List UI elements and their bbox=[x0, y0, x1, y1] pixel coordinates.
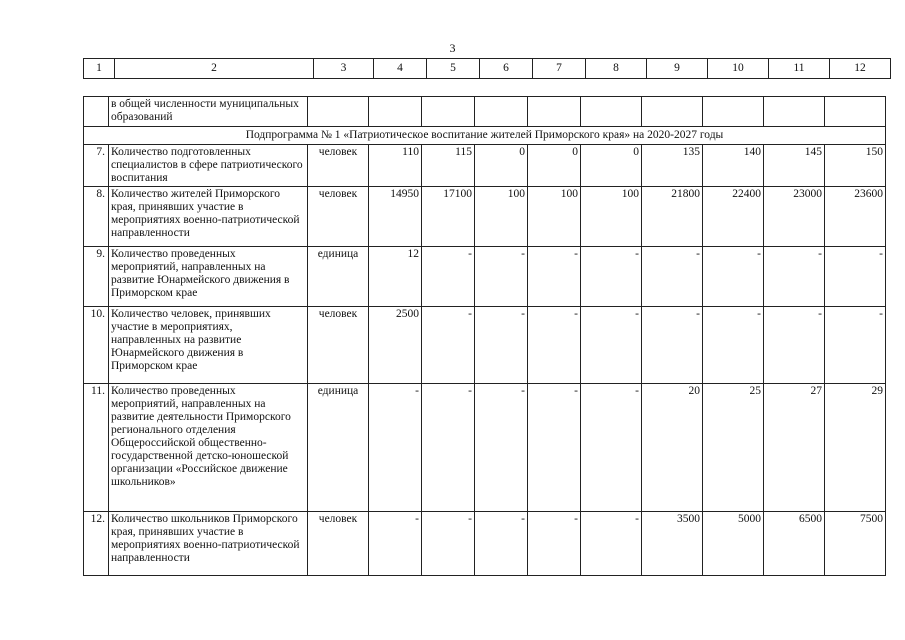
value-cell: - bbox=[475, 384, 528, 512]
value-cell: - bbox=[642, 307, 703, 384]
value-cell: 29 bbox=[825, 384, 886, 512]
value-cell: - bbox=[475, 307, 528, 384]
value-cell: - bbox=[581, 247, 642, 307]
header-col-9: 9 bbox=[647, 59, 708, 79]
value-cell: - bbox=[528, 512, 581, 576]
value-cell: - bbox=[764, 307, 825, 384]
indicator-name: Количество подготовленных специалистов в сфере патриотического воспитания bbox=[109, 145, 308, 187]
value-cell: 140 bbox=[703, 145, 764, 187]
indicator-name: Количество школьников Приморского края, принявших участие в мероприятиях военно-патриотической направленности bbox=[109, 512, 308, 576]
header-col-1: 1 bbox=[84, 59, 115, 79]
header-col-8: 8 bbox=[586, 59, 647, 79]
value-cell: - bbox=[703, 247, 764, 307]
value-cell: 6500 bbox=[764, 512, 825, 576]
row-number: 9. bbox=[84, 247, 109, 307]
value-cell: - bbox=[528, 384, 581, 512]
header-col-2: 2 bbox=[115, 59, 314, 79]
unit: человек bbox=[308, 307, 369, 384]
table-row bbox=[84, 384, 886, 512]
value-cell: - bbox=[528, 247, 581, 307]
subprogram-row bbox=[84, 127, 886, 145]
indicators-table bbox=[83, 96, 886, 576]
value-cell: 5000 bbox=[703, 512, 764, 576]
subprogram-title: Подпрограмма № 1 «Патриотическое воспитание жителей Приморского края» на 2020-2027 годы bbox=[84, 127, 886, 145]
value-cell: 3500 bbox=[642, 512, 703, 576]
value-cell: 0 bbox=[475, 145, 528, 187]
value-cell: 7500 bbox=[825, 512, 886, 576]
value-cell: - bbox=[581, 512, 642, 576]
header-col-5: 5 bbox=[427, 59, 480, 79]
table-row bbox=[84, 247, 886, 307]
value-cell: 14950 bbox=[369, 187, 422, 247]
continuation-row bbox=[84, 97, 886, 127]
value-cell: - bbox=[764, 247, 825, 307]
value-cell: - bbox=[475, 512, 528, 576]
header-col-10: 10 bbox=[708, 59, 769, 79]
row-number: 7. bbox=[84, 145, 109, 187]
value-cell: 21800 bbox=[642, 187, 703, 247]
value-cell: 23600 bbox=[825, 187, 886, 247]
value-cell: - bbox=[528, 307, 581, 384]
row-number: 8. bbox=[84, 187, 109, 247]
value-cell: - bbox=[369, 512, 422, 576]
value-cell: 27 bbox=[764, 384, 825, 512]
value-cell: 115 bbox=[422, 145, 475, 187]
table-row bbox=[84, 307, 886, 384]
value-cell: 150 bbox=[825, 145, 886, 187]
value-cell: 17100 bbox=[422, 187, 475, 247]
value-cell: 23000 bbox=[764, 187, 825, 247]
value-cell: - bbox=[422, 384, 475, 512]
value-cell: 100 bbox=[528, 187, 581, 247]
value-cell: 0 bbox=[528, 145, 581, 187]
value-cell: 135 bbox=[642, 145, 703, 187]
unit: человек bbox=[308, 187, 369, 247]
value-cell: 25 bbox=[703, 384, 764, 512]
value-cell: - bbox=[825, 247, 886, 307]
header-col-7: 7 bbox=[533, 59, 586, 79]
unit: единица bbox=[308, 384, 369, 512]
value-cell: - bbox=[642, 247, 703, 307]
page-number: 3 bbox=[449, 41, 456, 55]
value-cell: - bbox=[703, 307, 764, 384]
value-cell: - bbox=[422, 512, 475, 576]
value-cell: - bbox=[422, 247, 475, 307]
header-col-11: 11 bbox=[769, 59, 830, 79]
unit: человек bbox=[308, 145, 369, 187]
value-cell: - bbox=[581, 384, 642, 512]
header-col-4: 4 bbox=[374, 59, 427, 79]
value-cell: - bbox=[581, 307, 642, 384]
unit: единица bbox=[308, 247, 369, 307]
table-row bbox=[84, 187, 886, 247]
value-cell: 145 bbox=[764, 145, 825, 187]
indicator-name: Количество проведенных мероприятий, направленных на развитие Юнармейского движения в Приморском крае bbox=[109, 247, 308, 307]
row-number: 10. bbox=[84, 307, 109, 384]
column-number-header bbox=[83, 58, 891, 79]
value-cell: - bbox=[825, 307, 886, 384]
indicator-name: Количество проведенных мероприятий, направленных на развитие деятельности Приморского регионального отделения Общероссийской общественно-государственной детско-юношеской организации «Российское движение школьников» bbox=[109, 384, 308, 512]
continuation-text: в общей численности муниципальных образований bbox=[109, 97, 308, 127]
table-row bbox=[84, 512, 886, 576]
cell-no bbox=[84, 97, 109, 127]
header-col-3: 3 bbox=[314, 59, 374, 79]
row-number: 12. bbox=[84, 512, 109, 576]
unit: человек bbox=[308, 512, 369, 576]
value-cell: 100 bbox=[581, 187, 642, 247]
value-cell: 2500 bbox=[369, 307, 422, 384]
value-cell: 110 bbox=[369, 145, 422, 187]
header-col-12: 12 bbox=[830, 59, 891, 79]
value-cell: 20 bbox=[642, 384, 703, 512]
indicator-name: Количество жителей Приморского края, принявших участие в мероприятиях военно-патриотической направленности bbox=[109, 187, 308, 247]
header-row bbox=[84, 59, 891, 79]
value-cell: 12 bbox=[369, 247, 422, 307]
value-cell: - bbox=[475, 247, 528, 307]
value-cell: 22400 bbox=[703, 187, 764, 247]
value-cell: 100 bbox=[475, 187, 528, 247]
row-number: 11. bbox=[84, 384, 109, 512]
table-row bbox=[84, 145, 886, 187]
indicator-name: Количество человек, принявших участие в мероприятиях, направленных на развитие Юнармейского движения в Приморском крае bbox=[109, 307, 308, 384]
value-cell: - bbox=[369, 384, 422, 512]
value-cell: 0 bbox=[581, 145, 642, 187]
header-col-6: 6 bbox=[480, 59, 533, 79]
value-cell: - bbox=[422, 307, 475, 384]
